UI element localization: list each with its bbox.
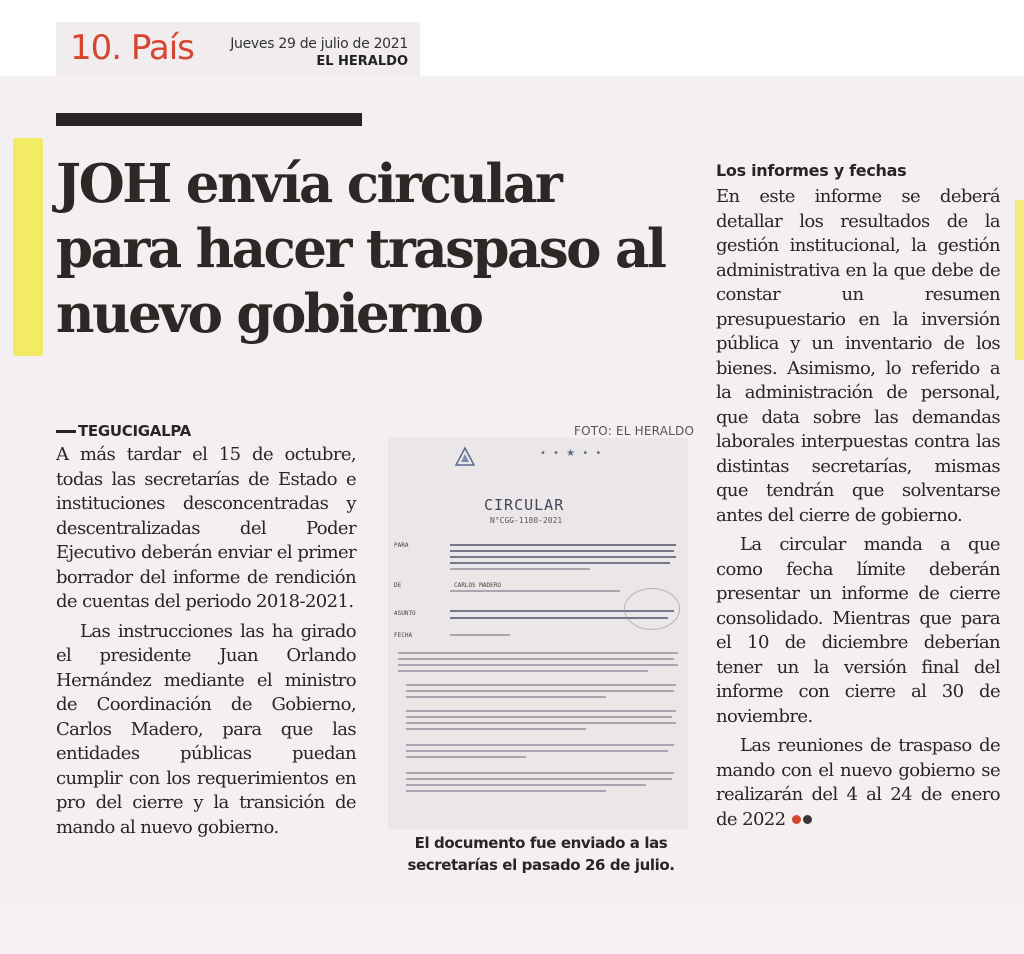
- end-mark-dark: [803, 815, 812, 824]
- doc-text-line: [406, 710, 676, 712]
- doc-text-line: [406, 772, 674, 774]
- left-column: [56, 443, 356, 840]
- paragraph: En este informe se deberá detallar los resultados de la gestión institucional, la gestión administrativa en la que debe de constar un resumen presupuestario en la inversión pública y un inventario de los bienes. Asimismo, lo referido a la administración de personal, que data sobre las demandas laborales interpuestas contra las distintas secretarías, mismas que tendrán que solventarse antes del cierre de gobierno.: [716, 186, 1000, 526]
- doc-text-line: [398, 658, 674, 660]
- dateline: [56, 422, 191, 440]
- doc-text-line: [406, 750, 668, 752]
- photo-credit: FOTO: EL HERALDO: [574, 424, 695, 438]
- document-photo: [388, 438, 688, 830]
- doc-text-line: [406, 684, 676, 686]
- paragraph: La circular manda a que como fecha límite deberán presentar un informe de cierre consolidado. Mientras que para el 10 de diciembre deberían tener un la versión final del informe con cierre al 30 de noviembre.: [716, 534, 1000, 727]
- doc-text-line: [450, 562, 670, 564]
- doc-text-line: [406, 756, 526, 758]
- coat-of-arms-icon: [454, 446, 476, 468]
- paragraph: Las instrucciones las ha girado el presidente Juan Orlando Hernández mediante el ministro de Coordinación de Gobierno, Carlos Madero, para que las entidades públicas puedan cumplir con los requerimientos en pro del cierre y la transición de mando al nuevo gobierno.: [56, 620, 356, 838]
- doc-text-line: [450, 590, 620, 592]
- doc-sender: CARLOS MADERO: [454, 582, 501, 589]
- document-number: N°CGG-1180-2021: [490, 516, 563, 525]
- doc-label: DE: [394, 582, 402, 589]
- signature-stamp: [624, 588, 680, 630]
- doc-label: PARA: [394, 542, 409, 549]
- doc-text-line: [450, 568, 590, 570]
- doc-text-line: [406, 790, 606, 792]
- highlighter-mark-right: [1015, 200, 1024, 360]
- photo-caption: El documento fue enviado a las secretarías el pasado 26 de julio.: [407, 834, 675, 874]
- paragraph: A más tardar el 15 de octubre, todas las secretarías de Estado e instituciones desconcentradas y descentralizadas del Poder Ejecutivo deberán enviar el primer borrador del informe de rendición de cuentas del periodo 2018-2021.: [56, 444, 356, 612]
- paragraph-text: Las reuniones de traspaso de mando con el nuevo gobierno se realizarán del 4 al 24 de enero de 2022: [716, 735, 1000, 830]
- doc-text-line: [450, 556, 676, 558]
- section-label: 10. País: [70, 28, 194, 68]
- highlighter-mark: [13, 138, 43, 356]
- doc-text-line: [398, 670, 648, 672]
- doc-text-line: [398, 652, 678, 654]
- publication-name: EL HERALDO: [316, 54, 408, 69]
- doc-text-line: [406, 784, 646, 786]
- doc-text-line: [450, 544, 676, 546]
- dateline-text: TEGUCIGALPA: [78, 422, 191, 440]
- headline-rule: [56, 113, 362, 126]
- doc-text-line: [406, 696, 606, 698]
- doc-text-line: [398, 664, 678, 666]
- dateline-rule: [56, 430, 76, 433]
- end-mark-red: [792, 815, 801, 824]
- paragraph-last: [716, 734, 1000, 832]
- page-folio: [56, 22, 420, 76]
- headline: JOH envía circular para hacer traspaso al nuevo gobierno: [56, 153, 665, 345]
- doc-text-line: [406, 722, 676, 724]
- doc-text-line: [406, 728, 586, 730]
- doc-text-line: [406, 716, 672, 718]
- subhead: Los informes y fechas: [716, 161, 907, 180]
- doc-text-line: [406, 744, 674, 746]
- doc-text-line: [406, 690, 674, 692]
- right-column: [716, 185, 1000, 832]
- doc-text-line: [450, 634, 510, 636]
- doc-text-line: [406, 778, 672, 780]
- doc-label: ASUNTO: [394, 610, 416, 617]
- stars-row: • • ★ • •: [540, 448, 604, 459]
- doc-text-line: [450, 550, 674, 552]
- issue-date: Jueves 29 de julio de 2021: [230, 36, 408, 52]
- document-title: CIRCULAR: [484, 496, 565, 514]
- doc-label: FECHA: [394, 632, 413, 639]
